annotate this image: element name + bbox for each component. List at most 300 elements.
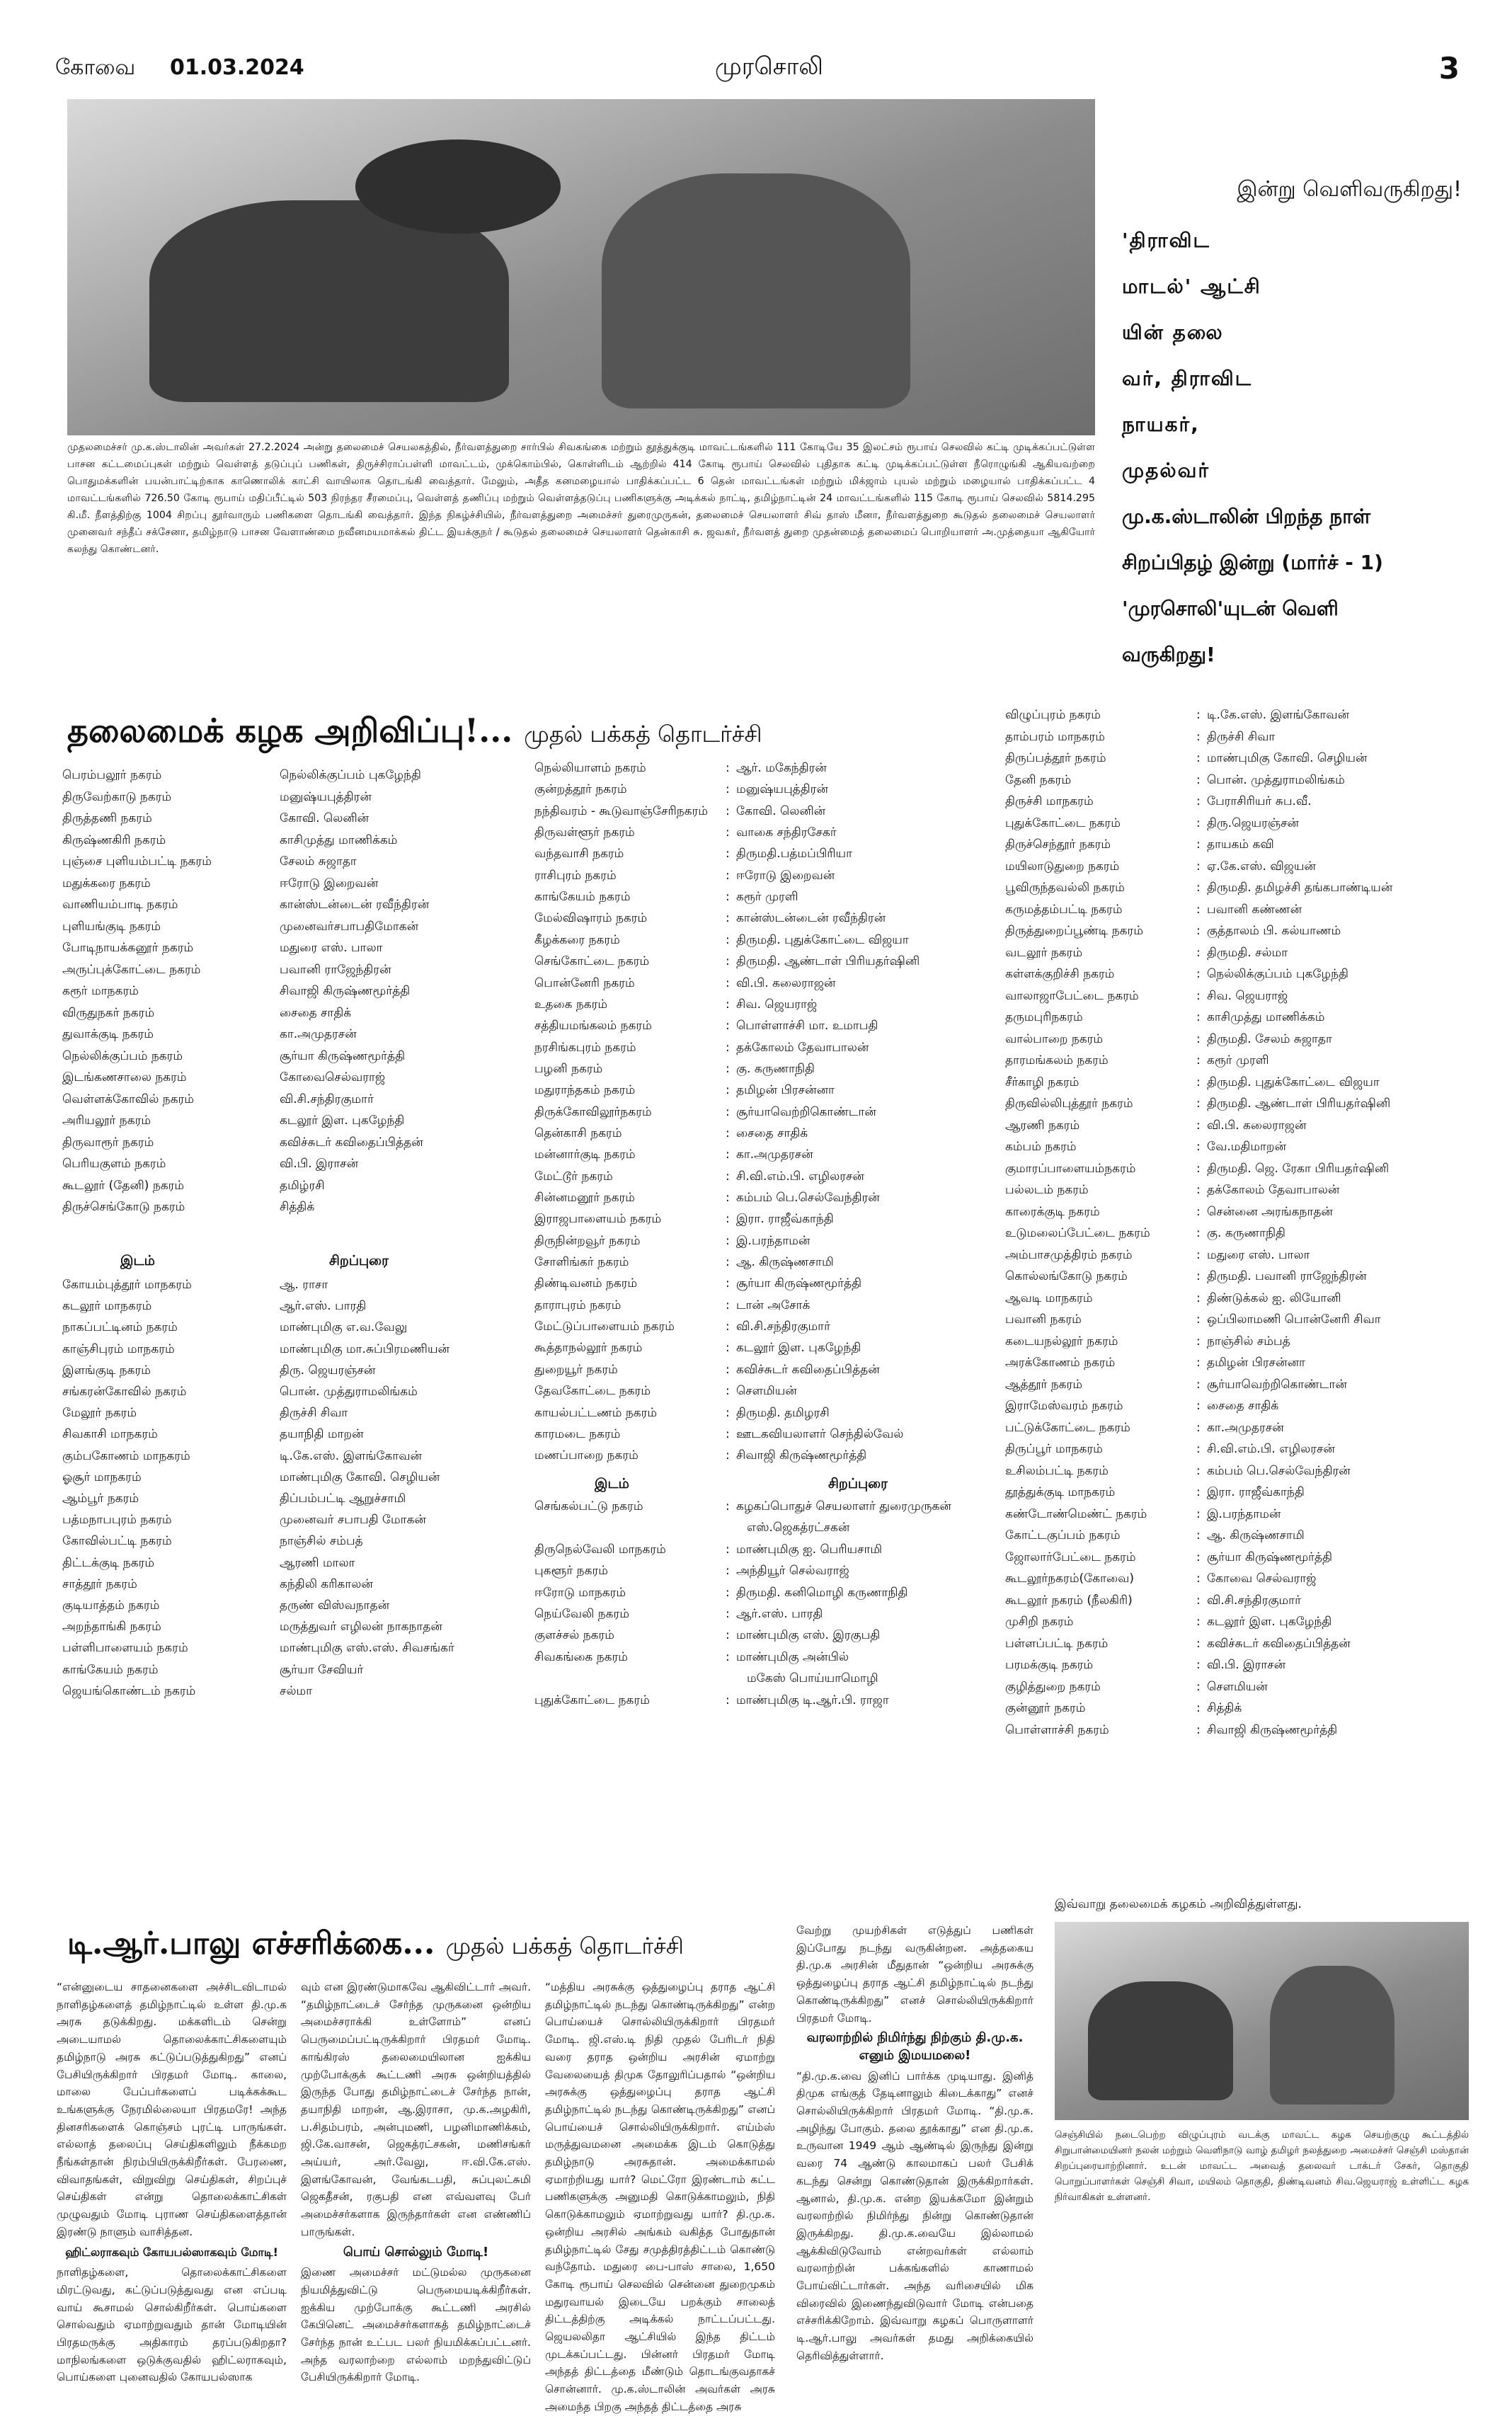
- speaker: சூர்யா கிருஷ்ணமூர்த்தி: [280, 1048, 406, 1063]
- speaker: கம்பம் பெ.செல்வேந்திரன்: [736, 1191, 880, 1205]
- colon: :: [726, 1040, 730, 1055]
- place: விருதுநகர் நகரம்: [62, 1005, 155, 1020]
- colon: :: [726, 1212, 730, 1227]
- place: கொல்லங்கோடு நகரம்: [1005, 1269, 1128, 1283]
- place: திருநெல்வேலி மாநகரம்: [534, 1542, 666, 1557]
- speaker: எஸ்.ஜெகத்ரட்சகன்: [747, 1521, 850, 1535]
- speaker: தமிழன் பிரசன்னா: [1207, 1356, 1305, 1370]
- notice-title: தலைமைக் கழக அறிவிப்பு!... முதல் பக்கத் தொடர்ச்சி: [67, 711, 762, 750]
- speaker: வி.பி. இராசன்: [1207, 1658, 1286, 1672]
- place: குன்றத்தூர் நகரம்: [534, 782, 627, 797]
- place: திருச்சி மாநகரம்: [1005, 794, 1094, 808]
- col-head-speaker: சிறப்புரை: [828, 1476, 888, 1492]
- place: சிவகங்கை நகரம்: [534, 1649, 628, 1664]
- speaker: திப்பம்பட்டி ஆறுச்சாமி: [280, 1492, 406, 1506]
- colon: :: [1196, 708, 1201, 722]
- colon: :: [1196, 1636, 1201, 1651]
- place: அறந்தாங்கி நகரம்: [62, 1620, 161, 1634]
- colon: :: [1196, 1031, 1201, 1046]
- speaker: கு. கருணாநிதி: [736, 1061, 815, 1076]
- place: கடலூர் மாநகரம்: [62, 1299, 152, 1314]
- speaker: இரா. ராஜீவ்காந்தி: [1207, 1485, 1305, 1499]
- colon: :: [1196, 1679, 1201, 1694]
- speaker: மகேஸ் பொய்யாமொழி: [747, 1671, 878, 1686]
- colon: :: [1196, 1097, 1201, 1111]
- place: பெரம்பலூர் நகரம்: [62, 768, 162, 782]
- colon: :: [1196, 967, 1201, 981]
- speaker: தயாநிதி மாறன்: [280, 1427, 364, 1442]
- speaker: கவிச்சுடர் கவிதைப்பித்தன்: [1207, 1636, 1351, 1651]
- colon: :: [1196, 1550, 1201, 1564]
- place: குழித்துறை நகரம்: [1005, 1679, 1101, 1694]
- place: பட்டுக்கோட்டை நகரம்: [1005, 1420, 1130, 1435]
- colon: :: [726, 1341, 730, 1356]
- colon: :: [726, 1649, 730, 1664]
- place: கூடலூர் நகரம் (நீலகிரி): [1005, 1593, 1133, 1608]
- speaker: சைதை சாதிக்: [280, 1005, 352, 1020]
- place: ஆம்பூர் நகரம்: [62, 1492, 139, 1506]
- place: பரமக்குடி நகரம்: [1005, 1658, 1094, 1672]
- speaker: இ.பரந்தாமன்: [1207, 1506, 1281, 1521]
- speaker: கடலூர் இள. புகழேந்தி: [736, 1341, 861, 1356]
- ad-line: முதல்வர்: [1122, 459, 1210, 482]
- place: கோவில்பட்டி நகரம்: [62, 1534, 172, 1549]
- speaker: சித்திக்: [1207, 1701, 1242, 1715]
- place: வால்பாறை நகரம்: [1005, 1031, 1104, 1046]
- speaker: சௌமியன்: [1207, 1679, 1268, 1694]
- speaker: நாஞ்சில் சம்பத்: [280, 1534, 363, 1549]
- speaker: திண்டுக்கல் ஐ. லியோனி: [1207, 1290, 1341, 1305]
- colon: :: [1196, 1161, 1201, 1176]
- speaker: வி.பி. இராசன்: [280, 1157, 359, 1171]
- place: திருநின்றவூர் நகரம்: [534, 1233, 641, 1248]
- colon: :: [726, 1255, 730, 1270]
- speaker: திரு.ஜெயரஞ்சன்: [1207, 815, 1300, 830]
- place: மேலூர் நகரம்: [62, 1406, 137, 1421]
- speaker: மருத்துவர் எழிலன் நாகநாதன்: [280, 1620, 442, 1634]
- colon: :: [1196, 881, 1201, 895]
- speaker: கு. கருணாநிதி: [1207, 1226, 1285, 1240]
- place: காஞ்சிபுரம் மாநகரம்: [62, 1341, 175, 1356]
- place: புஞ்சை புளியம்பட்டி நகரம்: [62, 854, 212, 869]
- col-head-speaker: சிறப்புரை: [329, 1253, 389, 1269]
- colon: :: [1196, 988, 1201, 1003]
- colon: :: [1196, 1615, 1201, 1629]
- place: ராசிபுரம் நகரம்: [534, 868, 617, 883]
- speaker: மாண்புமிகு கோவி. செழியன்: [280, 1470, 440, 1484]
- place: தாரமங்கலம் நகரம்: [1005, 1053, 1109, 1067]
- colon: :: [1196, 1442, 1201, 1456]
- speaker: மாண்புமிகு டி.ஆர்.பி. ராஜா: [736, 1693, 889, 1707]
- place: கோட்டகுப்பம் நகரம்: [1005, 1528, 1121, 1542]
- colon: :: [726, 1405, 730, 1420]
- place: பள்ளப்பட்டி நகரம்: [1005, 1636, 1109, 1651]
- edition: கோவை: [55, 55, 136, 80]
- place: திருவள்ளூர் நகரம்: [534, 825, 635, 840]
- place: மேல்விஷாரம் நகரம்: [534, 911, 648, 926]
- place: திண்டிவனம் நகரம்: [534, 1276, 638, 1291]
- date: 01.03.2024: [170, 55, 304, 80]
- speaker: சூர்யா கிருஷ்ணமூர்த்தி: [736, 1276, 862, 1291]
- ad-box: [1115, 99, 1472, 666]
- colon: :: [726, 1448, 730, 1463]
- colon: :: [1196, 902, 1201, 917]
- colon: :: [726, 1693, 730, 1707]
- speaker: மதுரை எஸ். பாலா: [280, 941, 383, 955]
- colon: :: [726, 1126, 730, 1140]
- place: இராஜபாளையம் நகரம்: [534, 1212, 662, 1227]
- col-head-place: இடம்: [120, 1253, 155, 1269]
- place: தென்காசி நகரம்: [534, 1126, 622, 1140]
- place: நெய்வேலி நகரம்: [534, 1607, 630, 1621]
- place: ஜெயங்கொண்டம் நகரம்: [62, 1683, 196, 1698]
- speaker: கடலூர் இள. புகழேந்தி: [1207, 1615, 1332, 1629]
- colon: :: [1196, 859, 1201, 874]
- speaker: திருமதி. புதுக்கோட்டை விஜயா: [736, 932, 909, 947]
- place: பழனி நகரம்: [534, 1061, 603, 1076]
- place: நெல்லிக்குப்பம் நகரம்: [62, 1048, 183, 1063]
- colon: :: [726, 1607, 730, 1621]
- place: திட்டக்குடி நகரம்: [62, 1555, 155, 1570]
- place: சோளிங்கர் நகரம்: [534, 1255, 629, 1270]
- colon: :: [1196, 1247, 1201, 1262]
- colon: :: [1196, 1226, 1201, 1240]
- speaker: கான்ஸ்டன்டைன் ரவீந்திரன்: [736, 911, 886, 926]
- place: மேட்டுப்பாளையம் நகரம்: [534, 1319, 675, 1334]
- speaker: பொள்ளாச்சி மா. உமாபதி: [736, 1019, 878, 1034]
- speaker: ஊடகவியலாளர் செந்தில்வேல்: [736, 1426, 904, 1441]
- colon: :: [1196, 1312, 1201, 1327]
- colon: :: [726, 1319, 730, 1334]
- colon: :: [1196, 1356, 1201, 1370]
- speaker: வே.மதிமாறன்: [1207, 1140, 1286, 1154]
- speaker: மாண்புமிகு எஸ்.எஸ். சிவசங்கர்: [280, 1641, 454, 1656]
- ad-body: [1115, 217, 1472, 677]
- place: மன்னார்குடி நகரம்: [534, 1147, 636, 1162]
- speaker: சிவாஜி கிருஷ்ணமூர்த்தி: [736, 1448, 867, 1463]
- speaker: திருமதி. தமிழச்சி தங்கபாண்டியன்: [1207, 881, 1393, 895]
- speaker: மதுரை எஸ். பாலா: [1207, 1247, 1310, 1262]
- place: உதகை நகரம்: [534, 997, 608, 1012]
- speaker: முனைவர்சபாபதிமோகன்: [280, 919, 419, 934]
- colon: :: [1196, 1334, 1201, 1349]
- colon: :: [1196, 1183, 1201, 1197]
- place: திருக்கோவிலூர்நகரம்: [534, 1104, 652, 1119]
- speaker: ஆர்.எஸ். பாரதி: [280, 1299, 367, 1314]
- place: வந்தவாசி நகரம்: [534, 847, 624, 861]
- speaker: பவானி கண்ணன்: [1207, 902, 1302, 917]
- place: கீழக்கரை நகரம்: [534, 932, 620, 947]
- speaker: சைதை சாதிக்: [1207, 1399, 1279, 1413]
- place: ஈரோடு மாநகரம்: [534, 1585, 626, 1600]
- place: கம்பம் நகரம்: [1005, 1140, 1077, 1154]
- speaker: இ.பரந்தாமன்: [736, 1233, 811, 1248]
- tr-col-1: “என்னுடைய சாதனைகளை அச்சிடவிடாமல் நாளிதழ்களைத் தமிழ்நாட்டில் உள்ள தி.மு.க அரசு தடுக்கிறது. மக்களிடம் சென்று அடையாமல் தொலைக்காட்சிகளையும் தமிழ்நாடு அரசு கட்டுப்படுத்துகிறது” எனப் பேசியிருக்கிறார் பிரதமர் மோடி. காலை, மாலை பேப்பர்களைப் படிக்கக்கூட உங்களுக்கு நேரமில்லையா பிரதமரே! அந்த தினசரிகளைக் கொஞ்சம் புரட்டி பாருங்கள். எல்லாத் தலைப்பு செய்திகளிலும் நீக்கமற நீங்கள்தான் நிரம்பியிருக்கிறீர்கள். பேரணை, விவாதங்கள், விறுவிறு செய்திகள், சிறப்புச் செய்திகள் என்று தொலைக்காட்சிகள் முழுவதும் மோடி புராண செய்திகளைத்தான் இரண்டு நாளும் வாசித்தன. ஹிட்லராகவும் கோயபல்ஸாகவும் மோடி! நாளிதழ்களை, தொலைக்காட்சிகளை மிரட்டுவது, கட்டுப்படுத்துவது என எப்படி வாய் கூசாமல் சொல்கிறீர்கள். பொய்களை சொல்வதும் ஏமாற்றுவதும் தான் மோடியின் பிரதமருக்கு அதிகாரம் தரப்படுகிறதா? மாநிலங்களை ஒடுக்குவதில் ஹிட்லராகவும், பொய்களை புனைவதில் கோயபல்ஸாக: [57, 1981, 287, 2384]
- colon: :: [726, 1233, 730, 1248]
- place: பல்லடம் நகரம்: [1005, 1183, 1089, 1197]
- place: செங்கல்பட்டு நகரம்: [534, 1499, 643, 1513]
- speaker: சித்திக்: [280, 1200, 315, 1214]
- speaker: ஈரோடு இறைவன்: [736, 868, 835, 883]
- speaker: மாண்புமிகு கோவி. செழியன்: [1207, 751, 1368, 765]
- place: காரைக்குடி நகரம்: [1005, 1204, 1100, 1219]
- colon: :: [726, 932, 730, 947]
- colon: :: [726, 997, 730, 1012]
- speaker: டான் அசோக்: [736, 1298, 811, 1312]
- place: சங்கரன்கோவில் நகரம்: [62, 1385, 187, 1399]
- speaker: திருமதி. சேலம் சுஜாதா: [1207, 1031, 1332, 1046]
- colon: :: [726, 1104, 730, 1119]
- top-photo: [67, 99, 1095, 435]
- speaker: கந்திலி கரிகாலன்: [280, 1576, 373, 1591]
- colon: :: [1196, 1010, 1201, 1024]
- speaker: சேலம் சுஜாதா: [280, 854, 357, 869]
- speaker: வி.பி. கலைராஜன்: [736, 975, 836, 990]
- colon: :: [1196, 729, 1201, 744]
- place: நந்திவரம் - கூடுவாஞ்சேரிநகரம்: [534, 803, 709, 818]
- place: திருவில்லிபுத்தூர் நகரம்: [1005, 1097, 1133, 1111]
- place: காயல்பட்டணம் நகரம்: [534, 1405, 658, 1420]
- speaker: சல்மா: [280, 1683, 313, 1698]
- place: அருப்புக்கோட்டை நகரம்: [62, 962, 201, 977]
- speaker: சி.வி.எம்.பி. எழிலரசன்: [736, 1169, 864, 1184]
- colon: :: [726, 1628, 730, 1643]
- place: சத்தியமங்கலம் நகரம்: [534, 1019, 652, 1034]
- speaker: சிவாஜி கிருஷ்ணமூர்த்தி: [280, 984, 411, 998]
- speaker: மனுஷ்யபுத்திரன்: [736, 782, 828, 797]
- speaker: திருமதி. கனிமொழி கருணாநிதி: [736, 1585, 908, 1600]
- colon: :: [1196, 1140, 1201, 1154]
- speaker: வி.சி.சந்திரகுமார்: [1207, 1593, 1301, 1608]
- speaker: தக்கோலம் தேவாபாலன்: [1207, 1183, 1340, 1197]
- colon: :: [1196, 1485, 1201, 1499]
- speaker: டி.கே.எஸ். இளங்கோவன்: [280, 1448, 422, 1463]
- place: தாராபுரம் நகரம்: [534, 1298, 622, 1312]
- colon: :: [726, 1298, 730, 1312]
- colon: :: [726, 1147, 730, 1162]
- place: கடையநல்லூர் நகரம்: [1005, 1334, 1118, 1349]
- speaker: திரு. ஜெயரஞ்சன்: [280, 1363, 376, 1378]
- place: கும்பகோணம் மாநகரம்: [62, 1448, 190, 1463]
- speaker: தருண் விஸ்வநாதன்: [280, 1598, 390, 1613]
- speaker: குத்தாலம் பி. கல்யாணம்: [1207, 924, 1341, 938]
- place: திருத்தணி நகரம்: [62, 811, 152, 825]
- speaker: வாகை சந்திரசேகர்: [736, 825, 837, 840]
- place: தேனி நகரம்: [1005, 772, 1072, 787]
- speaker: காசிமுத்து மாணிக்கம்: [1207, 1010, 1325, 1024]
- colon: :: [1196, 1506, 1201, 1521]
- colon: :: [1196, 1399, 1201, 1413]
- ad-line: 'முரசொலி'யுடன் வெளி: [1122, 597, 1339, 620]
- speaker: திருமதி. பவானி ராஜேந்திரன்: [1207, 1269, 1367, 1283]
- place: நெல்லியாளம் நகரம்: [534, 761, 646, 775]
- place: கரூர் மாநகரம்: [62, 984, 139, 998]
- place: திருச்செங்கோடு நகரம்: [62, 1200, 185, 1214]
- ad-line: 'திராவிட: [1122, 229, 1210, 252]
- speaker: காசிமுத்து மாணிக்கம்: [280, 832, 398, 847]
- speaker: மனுஷ்யபுத்திரன்: [280, 789, 372, 804]
- place: இராமேஸ்வரம் நகரம்: [1005, 1399, 1123, 1413]
- speaker: கா.அமுதரசன்: [1207, 1420, 1284, 1435]
- place: துவாக்குடி நகரம்: [62, 1027, 154, 1041]
- place: கோயம்புத்தூர் மாநகரம்: [62, 1278, 192, 1292]
- place: நரசிங்கபுரம் நகரம்: [534, 1040, 636, 1055]
- place: மதுக்கரை நகரம்: [62, 876, 151, 891]
- speaker: சி.வி.எம்.பி. எழிலரசன்: [1207, 1442, 1335, 1456]
- speaker: கவிச்சுடர் கவிதைப்பித்தன்: [736, 1362, 880, 1377]
- speaker: சைதை சாதிக்: [736, 1126, 808, 1140]
- speaker: சிவ. ஜெயராஜ்: [1207, 988, 1288, 1003]
- speaker: ஈரோடு இறைவன்: [280, 876, 379, 891]
- speaker: பேராசிரியர் சுப.வீ.: [1207, 794, 1312, 808]
- speaker: மாண்புமிகு எ.வ.வேலு: [280, 1320, 408, 1335]
- speaker: திருமதி. ஜெ. ரேகா பிரியதர்ஷினி: [1207, 1161, 1390, 1176]
- speaker: கடலூர் இள. புகழேந்தி: [280, 1113, 405, 1128]
- speaker: சூர்யாவெற்றிகொண்டான்: [1207, 1377, 1347, 1392]
- colon: :: [726, 1384, 730, 1399]
- place: குளச்சல் நகரம்: [534, 1628, 614, 1643]
- place: புதுக்கோட்டை நகரம்: [1005, 815, 1121, 830]
- place: திருப்பூர் மாநகரம்: [1005, 1442, 1103, 1456]
- speaker: ஆர். மகேந்திரன்: [736, 761, 827, 775]
- place: செங்கோட்டை நகரம்: [534, 954, 650, 969]
- photo-caption: முதலமைச்சர் மு.க.ஸ்டாலின் அவர்கள் 27.2.2024 அன்று தலைமைச் செயலகத்தில், நீர்வளத்துறை சார்பில் சிவகங்கை மற்றும் தூத்துக்குடி மாவட்டங்களில் 111 கோடியே 35 இலட்சம் ரூபாய் செலவில் கட்டி முடிக்கப்பட்டுள்ள பாசன கட்டமைப்புகள் மற்றும் வெள்ளத் தடுப்புப் பணிகள், திருச்சிராப்பள்ளி மாவட்டம், முக்கொம்பில், கொள்ளிடம் ஆற்றில் 414 கோடி ரூபாய் செலவில் புதிதாக கட்டி முடிக்கப்பட்டுள்ள நீரொழுங்கி ஆகியவற்றை பொதுமக்களின் பயன்பாட்டிற்காக காணொலிக் காட்சி வாயிலாக தொடங்கி வைத்தார். மேலும், அதீத கனமழையால் பாதிக்கப்பட்ட 6 தென் மாவட்டங்கள் மற்றும் மிக்ஜாம் புயல் மற்றும் மழையால் பாதிக்கப்பட்ட 4 மாவட்டங்களில் 726.50 கோடி ரூபாய் மதிப்பீட்டில் 503 நிரந்தர சீரமைப்பு, வெள்ளத் தணிப்பு மற்றும் வெள்ளத்தடுப்பு பணிகளுக்கு அடிக்கல் நாட்டி, தமிழ்நாட்டின் 24 மாவட்டங்களில் 115 கோடி ரூபாய் செலவில் 5814.295 கி.மீ. நீளத்திற்கு 1004 சிறப்பு தூர்வாரும் பணிகளை தொடங்கி வைத்தார். இந்த நிகழ்ச்சியில், நீர்வளத்துறை அமைச்சர் துரைமுருகன், தலைமைச் செயலாளர் சிவ் தாஸ் மீனா, நீர்வளத்துறை கூடுதல் தலைமைச் செயலாளர் முனைவர் சந்தீப் சக்சேனா, தமிழ்நாடு பாசன வேளாண்மை நவீனமயமாக்கல் திட்ட இயக்குநர் / கூடுதல் தலைமைச் செயலாளர் தென்காசி சு. ஜவகர், நீர்வளத் துறை முதன்மைத் தலைமைப் பொறியாளர் அ.முத்தையா ஆகியோர் கலந்து கொண்டனர்.: [67, 442, 1095, 555]
- speaker: வி.பி. கலைராஜன்: [1207, 1118, 1307, 1133]
- colon: :: [726, 868, 730, 883]
- place: பத்மநாபபுரம் நகரம்: [62, 1513, 172, 1528]
- place: பெரியகுளம் நகரம்: [62, 1157, 166, 1171]
- place: ஜோலார்பேட்டை நகரம்: [1005, 1550, 1136, 1564]
- colon: :: [1196, 1118, 1201, 1133]
- speaker: திருமதி. புதுக்கோட்டை விஜயா: [1207, 1075, 1380, 1089]
- place: குமாரப்பாளையம்நகரம்: [1005, 1161, 1136, 1176]
- place: காங்கேயம் நகரம்: [62, 1662, 159, 1677]
- ad-line: வருகிறது!: [1122, 643, 1215, 666]
- page-number: 3: [1438, 51, 1460, 86]
- speaker: ஆ. ராசா: [280, 1278, 328, 1292]
- ad-line: சிறப்பிதழ் இன்று (மார்ச் - 1): [1122, 551, 1383, 574]
- place: பவானி நகரம்: [1005, 1312, 1082, 1327]
- place: அரியலூர் நகரம்: [62, 1113, 151, 1128]
- speaker: தக்கோலம் தேவாபாலன்: [736, 1040, 869, 1055]
- place: ஆத்தூர் நகரம்: [1005, 1377, 1083, 1392]
- speaker: நாஞ்சில் சம்பத்: [1207, 1334, 1290, 1349]
- speaker: வி.சி.சந்திரகுமார்: [736, 1319, 830, 1334]
- speaker: சூர்யாவெற்றிகொண்டான்: [736, 1104, 876, 1119]
- place: காரமடை நகரம்: [534, 1426, 621, 1441]
- place: பொள்ளாச்சி நகரம்: [1005, 1722, 1109, 1737]
- speaker: சென்னை அரங்கநாதன்: [1207, 1204, 1333, 1219]
- speaker: மாண்புமிகு மா.சுப்பிரமணியன்: [280, 1341, 450, 1356]
- place: கண்டோண்மெண்ட் நகரம்: [1005, 1506, 1147, 1521]
- place: குடியாத்தம் நகரம்: [62, 1598, 160, 1613]
- speaker: திருமதி.பத்மப்பிரியா: [736, 847, 852, 861]
- place: சீர்காழி நகரம்: [1005, 1075, 1079, 1089]
- col-head-place: இடம்: [595, 1476, 629, 1492]
- tr-col-3: “மத்திய அரசுக்கு ஒத்துழைப்பு தராத ஆட்சி தமிழ்நாட்டில் நடந்து கொண்டிருக்கிறது” என்ற பொய்யைச் சொல்லியிருக்கிறார் பிரதமர் மோடி. ஜி.எஸ்.டி நிதி முதல் பேரிடர் நிதி வரை தராத ஒன்றிய அரசின் ஏமாற்று வேலையைத் திமுக தோலுரிப்பதால் “ஒன்றிய அரசுக்கு ஒத்துழைப்பு தராத ஆட்சி தமிழ்நாட்டில் நடந்து கொண்டிருக்கிறது” எனப் பொய்யைச் சொல்லியிருக்கிறார். எய்ம்ஸ் மருத்துவமனை அமைக்க இடம் கொடுத்து தமிழ்நாடு அரசுதான். அமைக்காமல் ஏமாற்றியது யார்? மெட்ரோ இரண்டாம் கட்ட பணிகளுக்கு அனுமதி கொடுக்காமலும், நிதி கொடுக்காமலும் ஏமாற்றுவது யார்? தி.மு.க. ஒன்றிய அரசில் அங்கம் வகித்த போதுதான் தமிழ்நாட்டில் சேது சமுத்திரத்திட்டம் கொண்டு வந்தோம். மதுரை பை-பாஸ் சாலை, 1,650 கோடி ரூபாய் செலவில் சென்னை துறைமுகம் மதுரவாயல் இடையே பறக்கும் சாலைத் திட்டத்திற்கு அடிக்கல் நாட்டப்பட்டது. ஜெயலலிதா ஆட்சியில் இந்த திட்டம் முடக்கப்பட்டது. பின்னர் பிரதமர் மோடி அந்தத் திட்டத்தை மீண்டும் தொடங்குவதாகச் சொன்னார். மு.க.ஸ்டாலின் அவர்கள் அரசு அமைந்த பிறகு அந்தத் திட்டத்தை அரசு: [545, 1981, 775, 2413]
- speaker: முனைவர் சபாபதி மோகன்: [280, 1513, 426, 1528]
- place: கூடலூர்நகரம்(கோவை): [1005, 1571, 1134, 1586]
- notice-closing: இவ்வாறு தலைமைக் கழகம் அறிவித்துள்ளது.: [1055, 1897, 1302, 1911]
- ad-line: நாயகர்,: [1122, 413, 1200, 436]
- place: மேட்டூர் நகரம்: [534, 1169, 613, 1184]
- ad-line: வர், திராவிட: [1122, 367, 1252, 390]
- speaker: கா.அமுதரசன்: [736, 1147, 813, 1162]
- speaker: மாண்புமிகு ஐ. பெரியசாமி: [736, 1542, 883, 1557]
- speaker: திருமதி. தமிழரசி: [736, 1405, 830, 1420]
- colon: :: [1196, 1593, 1201, 1608]
- colon: :: [726, 1169, 730, 1184]
- speaker: ஒப்பிலாமணி பொன்னேரி சிவா: [1207, 1312, 1381, 1327]
- masthead: முரசொலி: [715, 52, 823, 81]
- place: கூத்தாநல்லூர் நகரம்: [534, 1341, 643, 1356]
- side-photo-caption: செஞ்சியில் நடைபெற்ற விழுப்புரம் வடக்கு மாவட்ட கழக செயற்குழு கூட்டத்தில் சிறுபான்மையினர் நலன் மற்றும் வெளிநாடு வாழ் தமிழர் நலத்துறை அமைச்சர் செஞ்சி மஸ்தான் சிறப்புரையாற்றினார். உடன் மாவட்ட அவைத் தலைவர் டாக்டர் சேகர், தொகுதி பொறுப்பாளர்கள் செஞ்சி சிவா, மயிலம் தொகுதி, திண்டிவனம் சிவ.ஜெயராஜ் உள்ளிட்ட கழக நிர்வாகிகள் உள்ளனர்.: [1055, 2129, 1469, 2203]
- place: மதுராந்தகம் நகரம்: [534, 1083, 636, 1098]
- speaker: தாயகம் கவி: [1207, 837, 1274, 852]
- colon: :: [726, 1191, 730, 1205]
- colon: :: [1196, 1290, 1201, 1305]
- speaker: திருச்சி சிவா: [1207, 729, 1276, 744]
- speaker: பொன். முத்துராமலிங்கம்: [280, 1385, 418, 1399]
- colon: :: [726, 1061, 730, 1076]
- colon: :: [726, 1564, 730, 1579]
- place: வாலாஜாபேட்டை நகரம்: [1005, 988, 1139, 1003]
- speaker: சிவ. ஜெயராஜ்: [736, 997, 818, 1012]
- side-photo: [1055, 1922, 1469, 2120]
- colon: :: [726, 954, 730, 969]
- colon: :: [1196, 837, 1201, 852]
- place: அம்பாசமுத்திரம் நகரம்: [1005, 1247, 1133, 1262]
- tr-col-2: வும் என இரண்டுமாகவே ஆகிவிட்டார் அவர். “தமிழ்நாட்டைச் சேர்ந்த முருகனை ஒன்றிய அமைச்சராக்கி உள்ளோம்” எனப் பெருமைப்பட்டிருக்கிறார் பிரதமர் மோடி. காங்கிரஸ் தலைமையிலான ஐக்கிய முற்போக்குக் கூட்டணி அரசு ஒன்றியத்தில் இருந்த போது தமிழ்நாட்டைச் சேர்ந்த நான், தயாநிதி மாறன், ஆ.இராசா, மு.க.அழகிரி, ப.சிதம்பரம், அன்புமணி, பழனிமாணிக்கம், ஜி.கே.வாசன், ஜெகத்ரட்சகன், மணிசங்கர் அய்யர், அர்.வேலு, ஈ.வி.கே.எஸ். இளங்கோவன், வேங்கடபதி, சுப்புலட்சுமி ஜெகதீசன், ரகுபதி என எவ்வளவு பேர் அமைச்சர்களாக இருந்தார்கள் என எண்ணிப் பாருங்கள். பொய் சொல்லும் மோடி! இணை அமைச்சர் மட்டுமல்ல முருகனை நியமித்துவிட்டு பெருமையடிக்கிறீர்கள். ஐக்கிய முற்போக்கு கூட்டணி அரசில் கேபினெட் அமைச்சர்களாகத் தமிழ்நாட்டைச் சேர்ந்த நான் உட்பட பலர் நியமிக்கப்பட்டனர். அந்த வரலாற்றை எல்லாம் மறந்துவிட்டுப் பேசியிருக்கிறார் மோடி.: [301, 1981, 531, 2384]
- colon: :: [1196, 1420, 1201, 1435]
- colon: :: [726, 1585, 730, 1600]
- place: இளங்குடி நகரம்: [62, 1363, 151, 1378]
- place: ஆரணி நகரம்: [1005, 1118, 1080, 1133]
- speaker: ஆரணி மாலா: [280, 1555, 355, 1570]
- colon: :: [726, 1426, 730, 1441]
- ad-line: யின் தலை: [1122, 321, 1224, 344]
- ad-line: மாடல்' ஆட்சி: [1122, 275, 1261, 298]
- tr-title: டி.ஆர்.பாலு எச்சரிக்கை... முதல் பக்கத் தொடர்ச்சி: [67, 1925, 684, 1962]
- place: பள்ளிபாளையம் நகரம்: [62, 1641, 188, 1656]
- colon: :: [726, 1362, 730, 1377]
- colon: :: [1196, 751, 1201, 765]
- place: ஓசூர் மாநகரம்: [62, 1470, 142, 1484]
- speaker: பொன். முத்துராமலிங்கம்: [1207, 772, 1345, 787]
- colon: :: [1196, 794, 1201, 808]
- colon: :: [1196, 1571, 1201, 1586]
- place: விழுப்புரம் நகரம்: [1005, 708, 1101, 722]
- place: சாத்தூர் நகரம்: [62, 1576, 137, 1591]
- place: கள்ளக்குறிச்சி நகரம்: [1005, 967, 1115, 981]
- place: மணப்பாறை நகரம்: [534, 1448, 638, 1463]
- speaker: திருமதி. ஆண்டாள் பிரியதர்ஷினி: [1207, 1097, 1391, 1111]
- speaker: ஆ. கிருஷ்ணசாமி: [736, 1255, 834, 1270]
- speaker: இரா. ராஜீவ்காந்தி: [736, 1212, 834, 1227]
- speaker: கோவி. லெனின்: [280, 811, 370, 825]
- place: பொன்னேரி நகரம்: [534, 975, 635, 990]
- speaker: வி.சி.சந்திரகுமார்: [280, 1092, 374, 1106]
- speaker: கவிச்சுடர் கவிதைப்பித்தன்: [280, 1135, 423, 1150]
- colon: :: [726, 825, 730, 840]
- place: காங்கேயம் நகரம்: [534, 890, 631, 905]
- colon: :: [726, 1083, 730, 1098]
- place: மயிலாடுதுறை நகரம்: [1005, 859, 1120, 874]
- place: வாணியம்பாடி நகரம்: [62, 898, 178, 912]
- speaker: கோவைசெல்வராஜ்: [280, 1070, 386, 1084]
- speaker: பவானி ராஜேந்திரன்: [280, 962, 391, 977]
- place: முசிறி நகரம்: [1005, 1615, 1074, 1629]
